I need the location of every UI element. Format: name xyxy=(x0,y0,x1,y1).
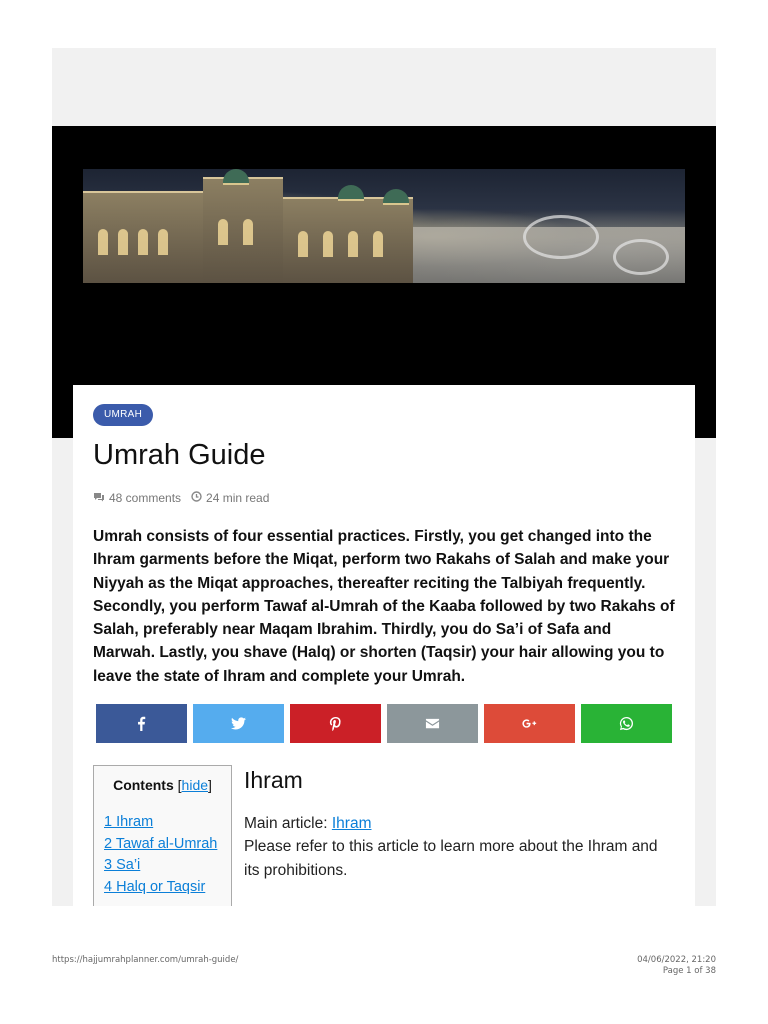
toc-hide-link[interactable]: hide xyxy=(181,777,209,793)
share-twitter-button[interactable] xyxy=(193,704,284,743)
page-frame xyxy=(52,48,716,906)
section-body xyxy=(244,812,664,882)
toc-item xyxy=(104,812,217,834)
toc-bracket-open: [ xyxy=(177,777,182,793)
footer-datetime: 04/06/2022, 21:20 xyxy=(637,955,716,965)
comments-icon xyxy=(93,492,105,505)
article-title: Umrah Guide xyxy=(93,439,266,471)
toc-list xyxy=(104,812,217,899)
toc-link-halq[interactable]: 4 Halq or Taqsir xyxy=(104,879,206,896)
facebook-icon xyxy=(134,716,149,731)
toc-title: Contents xyxy=(113,777,174,793)
google-plus-icon xyxy=(522,716,537,731)
intro-paragraph: Umrah consists of four essential practices. Firstly, you get changed into the Ihram garments before the Miqat, perform two Rakahs of Salah and make your Niyyah as the Miqat approaches, thereafter reciting the Talbiyah frequently. Secondly, you perform Tawaf al-Umrah of the Kaaba followed by two Rakahs of Salah, preferably near Maqam Ibrahim. Thirdly, you do Sa’i of Safa and Marwah. Lastly, you shave (Halq) or shorten (Taqsir) your hair allowing you to leave the state of Ihram and complete your Umrah. xyxy=(93,528,675,685)
toc-item xyxy=(104,855,217,877)
share-google-plus-button[interactable] xyxy=(484,704,575,743)
clock-icon xyxy=(191,491,202,505)
comments-count[interactable]: 48 comments xyxy=(109,491,182,505)
read-time: 24 min read xyxy=(206,491,270,505)
share-facebook-button[interactable] xyxy=(96,704,187,743)
twitter-icon xyxy=(231,716,246,731)
toc-link-sai[interactable]: 3 Sa’i xyxy=(104,857,141,874)
main-article-label: Main article: xyxy=(244,815,332,832)
main-article-link[interactable]: Ihram xyxy=(331,815,372,832)
table-of-contents xyxy=(93,765,232,906)
mail-icon xyxy=(425,716,440,731)
footer-url: https://hajjumrahplanner.com/umrah-guide/ xyxy=(52,955,239,965)
toc-item xyxy=(104,877,217,899)
category-badge[interactable]: UMRAH xyxy=(93,404,153,426)
footer-page-info xyxy=(637,955,716,977)
section-text: Please refer to this article to learn more about the Ihram and its prohibitions. xyxy=(244,838,658,879)
share-buttons xyxy=(96,704,678,743)
article-card xyxy=(73,385,695,906)
article-meta xyxy=(93,491,269,505)
share-pinterest-button[interactable] xyxy=(290,704,381,743)
share-whatsapp-button[interactable] xyxy=(581,704,672,743)
toc-item xyxy=(104,834,217,856)
toc-link-tawaf[interactable]: 2 Tawaf al-Umrah xyxy=(104,835,218,852)
whatsapp-icon xyxy=(619,716,634,731)
pinterest-icon xyxy=(328,716,343,731)
toc-link-ihram[interactable]: 1 Ihram xyxy=(104,814,154,830)
haram-banner-image xyxy=(83,169,685,283)
footer-page-number: Page 1 of 38 xyxy=(662,966,716,976)
toc-header xyxy=(94,777,231,793)
section-heading-ihram: Ihram xyxy=(244,767,303,793)
toc-bracket-close: ] xyxy=(208,777,212,793)
share-email-button[interactable] xyxy=(387,704,478,743)
